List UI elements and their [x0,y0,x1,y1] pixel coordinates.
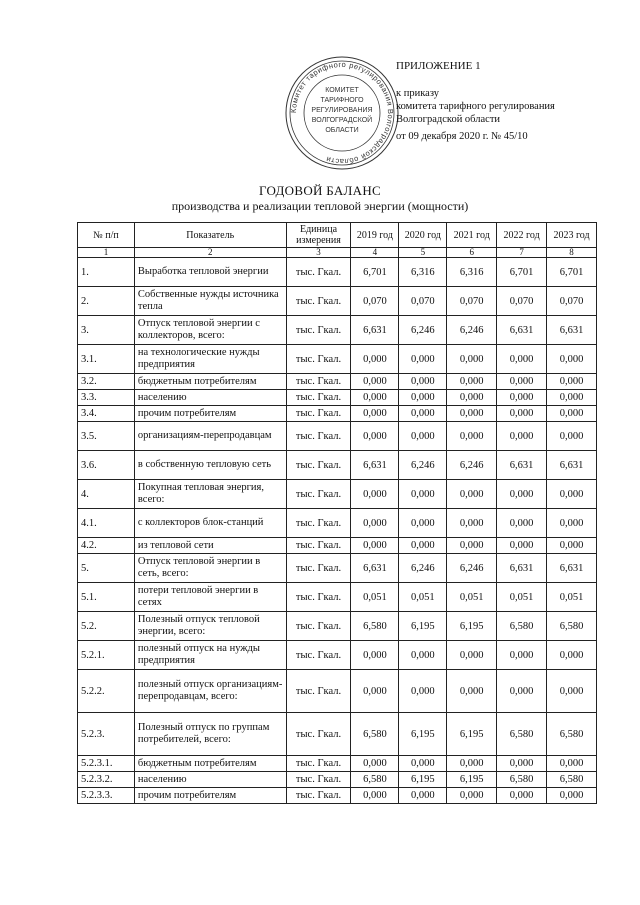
value-2020: 6,316 [399,258,447,287]
row-indicator: прочим потребителям [134,406,286,422]
value-2023: 6,580 [547,713,597,756]
table-row [78,554,597,583]
value-2022: 0,000 [497,345,547,374]
value-2022: 0,000 [497,480,547,509]
value-2023: 0,000 [547,670,597,713]
svg-text:ТАРИФНОГО: ТАРИФНОГО [320,97,364,104]
row-unit: тыс. Гкал. [286,374,351,390]
value-2021: 0,000 [447,670,497,713]
index-cell: 2 [134,248,286,258]
order-line-1: к приказу [396,88,439,99]
svg-text:ОБЛАСТИ: ОБЛАСТИ [325,127,359,134]
row-indicator: в собственную тепловую сеть [134,451,286,480]
balance-table [77,222,597,804]
row-indicator: полезный отпуск организациям-перепродавцам, всего: [134,670,286,713]
row-number: 3. [78,316,135,345]
value-2023: 6,701 [547,258,597,287]
table-row [78,772,597,788]
row-indicator: населению [134,772,286,788]
table-row [78,756,597,772]
value-2020: 0,000 [399,670,447,713]
table-row [78,788,597,804]
table-row [78,406,597,422]
value-2019: 0,000 [351,345,399,374]
value-2020: 0,000 [399,480,447,509]
value-2022: 0,000 [497,374,547,390]
value-2022: 6,701 [497,258,547,287]
value-2019: 6,580 [351,612,399,641]
value-2022: 0,000 [497,390,547,406]
value-2019: 0,000 [351,509,399,538]
table-row [78,612,597,641]
row-unit: тыс. Гкал. [286,612,351,641]
value-2021: 0,070 [447,287,497,316]
row-unit: тыс. Гкал. [286,772,351,788]
value-2023: 6,580 [547,772,597,788]
row-number: 5.2.1. [78,641,135,670]
value-2023: 0,000 [547,788,597,804]
value-2023: 0,000 [547,480,597,509]
value-2020: 0,000 [399,756,447,772]
value-2023: 6,631 [547,554,597,583]
value-2023: 0,070 [547,287,597,316]
table-row [78,538,597,554]
value-2021: 0,000 [447,345,497,374]
row-number: 1. [78,258,135,287]
value-2020: 6,195 [399,612,447,641]
value-2021: 6,195 [447,713,497,756]
value-2020: 0,000 [399,345,447,374]
index-cell: 4 [351,248,399,258]
value-2022: 6,631 [497,554,547,583]
col-2020-header: 2020 год [399,223,447,248]
row-indicator: населению [134,390,286,406]
index-cell: 8 [547,248,597,258]
value-2020: 0,000 [399,641,447,670]
value-2023: 6,631 [547,316,597,345]
value-2022: 0,000 [497,756,547,772]
row-number: 3.3. [78,390,135,406]
row-indicator: Покупная тепловая энергия, всего: [134,480,286,509]
header-row [78,223,597,248]
table-row [78,451,597,480]
row-number: 3.4. [78,406,135,422]
value-2019: 0,000 [351,641,399,670]
value-2019: 0,000 [351,788,399,804]
col-unit-header: Единица измерения [286,223,351,248]
row-indicator: потери тепловой энергии в сетях [134,583,286,612]
svg-text:Комитет тарифного регулировани: Комитет тарифного регулирования Волгоградской области [288,59,396,167]
value-2021: 0,051 [447,583,497,612]
col-2023-header: 2023 год [547,223,597,248]
row-indicator: Собственные нужды источника тепла [134,287,286,316]
value-2019: 0,070 [351,287,399,316]
value-2022: 0,070 [497,287,547,316]
row-unit: тыс. Гкал. [286,641,351,670]
value-2021: 0,000 [447,756,497,772]
row-number: 3.1. [78,345,135,374]
col-indicator-header: Показатель [134,223,286,248]
row-unit: тыс. Гкал. [286,480,351,509]
index-cell: 1 [78,248,135,258]
row-unit: тыс. Гкал. [286,406,351,422]
value-2022: 0,000 [497,422,547,451]
order-line-3: Волгоградской области [396,114,501,125]
row-indicator: Отпуск тепловой энергии в сеть, всего: [134,554,286,583]
value-2023: 6,631 [547,451,597,480]
value-2019: 6,631 [351,316,399,345]
value-2022: 0,000 [497,509,547,538]
official-stamp [283,54,401,172]
value-2020: 0,000 [399,390,447,406]
value-2020: 6,246 [399,554,447,583]
value-2022: 6,580 [497,612,547,641]
table-row [78,670,597,713]
row-unit: тыс. Гкал. [286,583,351,612]
row-unit: тыс. Гкал. [286,670,351,713]
row-indicator: полезный отпуск на нужды предприятия [134,641,286,670]
order-line-4: от 09 декабря 2020 г. № 45/10 [396,131,528,142]
row-indicator: Полезный отпуск тепловой энергии, всего: [134,612,286,641]
value-2021: 0,000 [447,422,497,451]
table-row [78,480,597,509]
value-2020: 0,000 [399,788,447,804]
value-2020: 0,000 [399,509,447,538]
value-2020: 6,195 [399,713,447,756]
row-indicator: Отпуск тепловой энергии с коллекторов, всего: [134,316,286,345]
value-2020: 0,000 [399,422,447,451]
row-unit: тыс. Гкал. [286,788,351,804]
value-2022: 6,631 [497,451,547,480]
value-2020: 0,051 [399,583,447,612]
value-2022: 0,000 [497,538,547,554]
row-unit: тыс. Гкал. [286,390,351,406]
value-2019: 0,000 [351,406,399,422]
value-2023: 6,580 [547,612,597,641]
value-2021: 0,000 [447,509,497,538]
table-row [78,258,597,287]
value-2023: 0,000 [547,406,597,422]
appendix-header [396,60,636,143]
value-2020: 6,246 [399,451,447,480]
order-line-2: комитета тарифного регулирования [396,101,555,112]
value-2019: 6,580 [351,713,399,756]
row-unit: тыс. Гкал. [286,451,351,480]
value-2021: 6,246 [447,451,497,480]
row-unit: тыс. Гкал. [286,345,351,374]
value-2020: 0,000 [399,374,447,390]
title-main: ГОДОВОЙ БАЛАНС [258,183,382,198]
row-indicator: с коллекторов блок-станций [134,509,286,538]
value-2021: 0,000 [447,406,497,422]
value-2023: 0,000 [547,374,597,390]
column-index-row [78,248,597,258]
row-number: 5.2.3. [78,713,135,756]
row-unit: тыс. Гкал. [286,538,351,554]
value-2023: 0,000 [547,390,597,406]
value-2020: 6,195 [399,772,447,788]
row-number: 5.1. [78,583,135,612]
row-number: 3.2. [78,374,135,390]
value-2023: 0,000 [547,422,597,451]
value-2021: 0,000 [447,641,497,670]
table-row [78,287,597,316]
row-unit: тыс. Гкал. [286,422,351,451]
row-number: 4.2. [78,538,135,554]
title-sub: производства и реализации тепловой энергии (мощности) [171,199,469,213]
row-number: 5.2.2. [78,670,135,713]
value-2022: 0,000 [497,670,547,713]
index-cell: 7 [497,248,547,258]
index-cell: 6 [447,248,497,258]
row-unit: тыс. Гкал. [286,713,351,756]
row-number: 2. [78,287,135,316]
svg-text:КОМИТЕТ: КОМИТЕТ [325,87,359,94]
value-2020: 6,246 [399,316,447,345]
value-2019: 0,051 [351,583,399,612]
value-2023: 0,051 [547,583,597,612]
value-2019: 0,000 [351,538,399,554]
row-indicator: Полезный отпуск по группам потребителей, всего: [134,713,286,756]
table-row [78,713,597,756]
value-2020: 0,000 [399,538,447,554]
row-indicator: бюджетным потребителям [134,374,286,390]
value-2023: 0,000 [547,756,597,772]
row-unit: тыс. Гкал. [286,258,351,287]
row-indicator: на технологические нужды предприятия [134,345,286,374]
svg-text:ВОЛГОГРАДСКОЙ: ВОЛГОГРАДСКОЙ [311,117,373,124]
value-2022: 0,051 [497,583,547,612]
table-row [78,316,597,345]
row-unit: тыс. Гкал. [286,554,351,583]
row-number: 3.5. [78,422,135,451]
value-2022: 6,580 [497,772,547,788]
value-2020: 0,070 [399,287,447,316]
row-indicator: бюджетным потребителям [134,756,286,772]
value-2019: 6,701 [351,258,399,287]
table-row [78,390,597,406]
value-2021: 6,195 [447,772,497,788]
value-2019: 0,000 [351,390,399,406]
value-2021: 0,000 [447,538,497,554]
row-indicator: из тепловой сети [134,538,286,554]
value-2022: 0,000 [497,641,547,670]
value-2021: 6,195 [447,612,497,641]
row-number: 5.2.3.2. [78,772,135,788]
value-2023: 0,000 [547,538,597,554]
row-number: 5. [78,554,135,583]
value-2023: 0,000 [547,345,597,374]
value-2022: 0,000 [497,788,547,804]
table-row [78,509,597,538]
row-number: 5.2.3.1. [78,756,135,772]
value-2022: 6,631 [497,316,547,345]
value-2021: 0,000 [447,480,497,509]
col-2021-header: 2021 год [447,223,497,248]
col-2019-header: 2019 год [351,223,399,248]
row-number: 5.2.3.3. [78,788,135,804]
value-2022: 6,580 [497,713,547,756]
col-num-header: № п/п [78,223,135,248]
value-2023: 0,000 [547,641,597,670]
value-2019: 0,000 [351,374,399,390]
value-2021: 0,000 [447,390,497,406]
table-row [78,641,597,670]
row-number: 4.1. [78,509,135,538]
value-2019: 6,631 [351,451,399,480]
value-2021: 6,246 [447,316,497,345]
row-unit: тыс. Гкал. [286,316,351,345]
value-2019: 6,580 [351,772,399,788]
row-unit: тыс. Гкал. [286,287,351,316]
row-indicator: Выработка тепловой энергии [134,258,286,287]
svg-text:РЕГУЛИРОВАНИЯ: РЕГУЛИРОВАНИЯ [311,107,373,114]
table-row [78,345,597,374]
row-indicator: прочим потребителям [134,788,286,804]
value-2021: 6,316 [447,258,497,287]
table-row [78,374,597,390]
appendix-label: ПРИЛОЖЕНИЕ 1 [396,60,481,72]
value-2021: 0,000 [447,374,497,390]
document-title [0,183,640,214]
value-2020: 0,000 [399,406,447,422]
index-cell: 3 [286,248,351,258]
value-2021: 6,246 [447,554,497,583]
value-2019: 0,000 [351,422,399,451]
table-row [78,583,597,612]
row-number: 5.2. [78,612,135,641]
table-row [78,422,597,451]
row-unit: тыс. Гкал. [286,509,351,538]
col-2022-header: 2022 год [497,223,547,248]
value-2021: 0,000 [447,788,497,804]
value-2019: 0,000 [351,756,399,772]
value-2019: 0,000 [351,670,399,713]
value-2019: 6,631 [351,554,399,583]
row-unit: тыс. Гкал. [286,756,351,772]
row-indicator: организациям-перепродавцам [134,422,286,451]
index-cell: 5 [399,248,447,258]
row-number: 3.6. [78,451,135,480]
value-2019: 0,000 [351,480,399,509]
value-2023: 0,000 [547,509,597,538]
row-number: 4. [78,480,135,509]
value-2022: 0,000 [497,406,547,422]
